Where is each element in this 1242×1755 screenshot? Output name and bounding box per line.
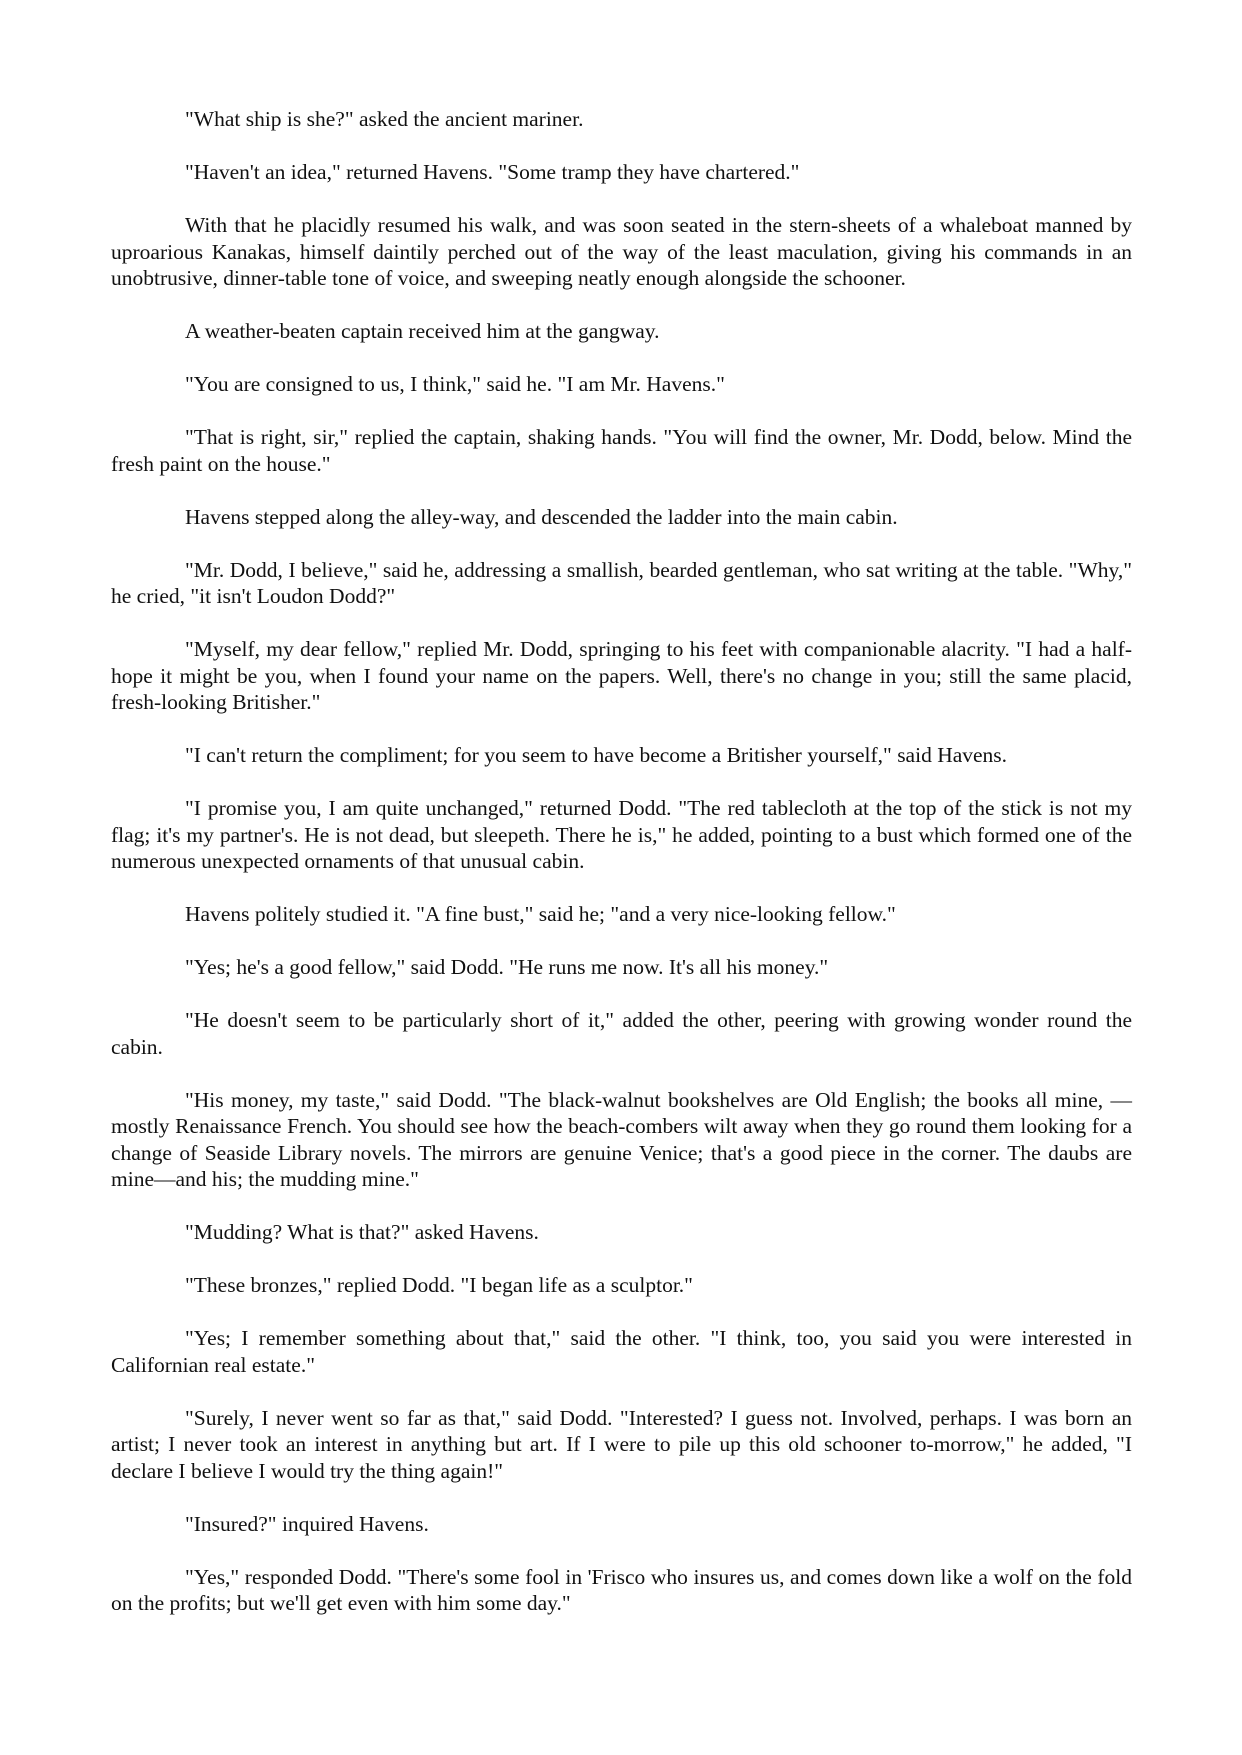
paragraph: "Surely, I never went so far as that," said Dodd. "Interested? I guess not. Involved, perhaps. I was born an artist; I never took an interest in anything but art. If I were to pile up this old schooner to-morrow," he added, "I declare I believe I would try the thing again!": [111, 1405, 1132, 1483]
paragraph: A weather-beaten captain received him at the gangway.: [185, 319, 660, 343]
paragraph: "Haven't an idea," returned Havens. "Some tramp they have chartered.": [185, 160, 800, 184]
paragraph: "Myself, my dear fellow," replied Mr. Dodd, springing to his feet with companionable alacrity. "I had a half-hope it might be you, when I found your name on the papers. Well, there's no change in you; still the same placid, fresh-looking Britisher.": [111, 637, 1132, 714]
paragraph: "Mr. Dodd, I believe," said he, addressing a smallish, bearded gentleman, who sat writing at the table. "Why," he cried, "it isn't Loudon Dodd?": [111, 557, 1132, 608]
paragraph: "He doesn't seem to be particularly short of it," added the other, peering with growing wonder round the cabin.: [111, 1008, 1132, 1059]
body-text: [111, 106, 1132, 1643]
paragraph: "These bronzes," replied Dodd. "I began life as a sculptor.": [185, 1273, 693, 1297]
paragraph: "His money, my taste," said Dodd. "The black-walnut bookshelves are Old English; the books all mine, —mostly Renaissance French. You should see how the beach-combers wilt away when they go round them looking for a change of Seaside Library novels. The mirrors are genuine Venice; that's a good piece in the corner. The daubs are mine—and his; the mudding mine.": [111, 1087, 1132, 1191]
paragraph: "I promise you, I am quite unchanged," returned Dodd. "The red tablecloth at the top of the stick is not my flag; it's my partner's. He is not dead, but sleepeth. There he is," he added, pointing to a bust which formed one of the numerous unexpected ornaments of that unusual cabin.: [111, 796, 1132, 873]
paragraph: Havens politely studied it. "A fine bust," said he; "and a very nice-looking fellow.": [185, 902, 896, 926]
paragraph: "Yes," responded Dodd. "There's some fool in 'Frisco who insures us, and comes down like a wolf on the fold on the profits; but we'll get even with him some day.": [111, 1564, 1132, 1615]
paragraph: "That is right, sir," replied the captain, shaking hands. "You will find the owner, Mr. Dodd, below. Mind the fresh paint on the house.": [111, 425, 1132, 476]
paragraph: "What ship is she?" asked the ancient mariner.: [185, 107, 584, 131]
paragraph: Havens stepped along the alley-way, and descended the ladder into the main cabin.: [185, 504, 898, 529]
paragraph: With that he placidly resumed his walk, and was soon seated in the stern-sheets of a whaleboat manned by uproarious Kanakas, himself daintily perched out of the way of the least maculation, giving his commands in an unobtrusive, dinner-table tone of voice, and sweeping neatly enough alongside the schooner.: [111, 213, 1132, 290]
paragraph: "Yes; I remember something about that," said the other. "I think, too, you said you were interested in Californian real estate.": [111, 1326, 1132, 1377]
paragraph: "Mudding? What is that?" asked Havens.: [185, 1220, 539, 1244]
paragraph: "Insured?" inquired Havens.: [185, 1511, 429, 1536]
paragraph: "Yes; he's a good fellow," said Dodd. "He runs me now. It's all his money.": [185, 955, 829, 979]
paragraph: "I can't return the compliment; for you seem to have become a Britisher yourself," said Havens.: [185, 743, 1008, 767]
paragraph: "You are consigned to us, I think," said he. "I am Mr. Havens.": [185, 372, 725, 396]
